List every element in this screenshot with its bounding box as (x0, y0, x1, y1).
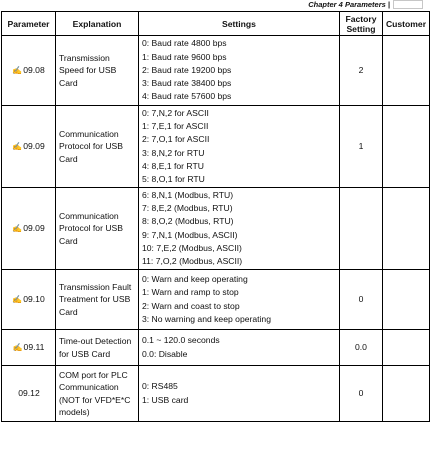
setting-option: 4: Baud rate 57600 bps (142, 91, 232, 102)
parameter-cell (2, 330, 56, 366)
setting-option: 2: Baud rate 19200 bps (142, 64, 232, 75)
parameter-cell (2, 366, 56, 422)
column-header-parameter: Parameter (2, 12, 56, 36)
customer-cell (383, 270, 430, 330)
factory-setting-cell: 2 (340, 36, 383, 106)
pen-icon: ✍ (12, 223, 23, 233)
settings-cell (139, 330, 340, 366)
explanation-cell: Transmission Fault Treatment for USB Card (56, 270, 139, 330)
explanation-cell: Transmission Speed for USB Card (56, 36, 139, 106)
table-row (2, 36, 430, 106)
settings-cell (139, 366, 340, 422)
table-row (2, 188, 430, 270)
factory-setting-cell (340, 188, 383, 270)
explanation-cell (56, 366, 139, 422)
settings-cell (139, 188, 340, 270)
setting-option: 1: Baud rate 9600 bps (142, 51, 227, 62)
setting-option: 10: 7,E,2 (Modbus, ASCII) (142, 242, 242, 253)
table-row (2, 106, 430, 188)
setting-option: 6: 8,N,1 (Modbus, RTU) (142, 189, 234, 200)
explanation-note: (NOT for VFD*E*C models) (59, 394, 131, 417)
settings-cell (139, 270, 340, 330)
customer-cell (383, 330, 430, 366)
setting-option: 3: Baud rate 38400 bps (142, 78, 232, 89)
setting-option: 0: Warn and keep operating (142, 274, 248, 285)
setting-option: 2: 7,O,1 for ASCII (142, 134, 210, 145)
table-row (2, 270, 430, 330)
setting-option: 0.0: Disable (142, 348, 188, 359)
explanation-cell: Time-out Detection for USB Card (56, 330, 139, 366)
customer-cell (383, 188, 430, 270)
setting-option: 0: RS485 (142, 381, 178, 392)
column-header-explanation: Explanation (56, 12, 139, 36)
explanation-cell: Communication Protocol for USB Card (56, 106, 139, 188)
pen-icon: ✍ (12, 342, 23, 352)
setting-option: 8: 8,O,2 (Modbus, RTU) (142, 216, 234, 227)
setting-option: 11: 7,O,2 (Modbus, ASCII) (142, 255, 243, 266)
pen-icon: ✍ (12, 294, 23, 304)
factory-setting-cell: 1 (340, 106, 383, 188)
setting-option: 0: Baud rate 4800 bps (142, 38, 227, 49)
parameter-code: 09.12 (18, 388, 40, 399)
chapter-title: Chapter 4 Parameters | (308, 0, 390, 9)
setting-option: 1: Warn and ramp to stop (142, 287, 239, 298)
factory-setting-cell: 0 (340, 270, 383, 330)
setting-option: 0.1 ~ 120.0 seconds (142, 335, 220, 346)
setting-option: 9: 7,N,1 (Modbus, ASCII) (142, 229, 238, 240)
setting-option: 4: 8,E,1 for RTU (142, 160, 204, 171)
setting-option: 7: 8,E,2 (Modbus, RTU) (142, 203, 233, 214)
parameter-cell (2, 36, 56, 106)
customer-cell (383, 366, 430, 422)
table-header-row (2, 12, 430, 36)
explanation-cell: Communication Protocol for USB Card (56, 188, 139, 270)
setting-option: 2: Warn and coast to stop (142, 300, 240, 311)
setting-option: 1: USB card (142, 394, 189, 405)
pen-icon: ✍ (12, 141, 23, 151)
explanation-text: COM port for PLC Communication (59, 369, 128, 392)
setting-option: 1: 7,E,1 for ASCII (142, 121, 209, 132)
factory-setting-cell: 0.0 (340, 330, 383, 366)
parameter-code: 09.09 (23, 140, 45, 151)
parameter-cell (2, 106, 56, 188)
settings-cell (139, 36, 340, 106)
parameter-cell (2, 188, 56, 270)
parameter-code: 09.08 (23, 64, 45, 75)
setting-option: 5: 8,O,1 for RTU (142, 173, 205, 184)
parameter-code: 09.10 (23, 293, 45, 304)
column-header-settings: Settings (139, 12, 340, 36)
setting-option: 0: 7,N,2 for ASCII (142, 107, 209, 118)
factory-setting-cell: 0 (340, 366, 383, 422)
brand-logo (393, 0, 423, 9)
column-header-factory-setting: Factory Setting (340, 12, 383, 36)
table-row (2, 366, 430, 422)
table-row (2, 330, 430, 366)
parameter-code: 09.11 (23, 341, 45, 352)
column-header-customer: Customer (383, 12, 430, 36)
setting-option: 3: No warning and keep operating (142, 313, 271, 324)
parameter-code: 09.09 (23, 222, 45, 233)
customer-cell (383, 106, 430, 188)
settings-cell (139, 106, 340, 188)
parameter-cell (2, 270, 56, 330)
setting-option: 3: 8,N,2 for RTU (142, 147, 205, 158)
customer-cell (383, 36, 430, 106)
pen-icon: ✍ (12, 65, 23, 75)
parameter-table (1, 11, 430, 422)
page-header (308, 0, 423, 10)
